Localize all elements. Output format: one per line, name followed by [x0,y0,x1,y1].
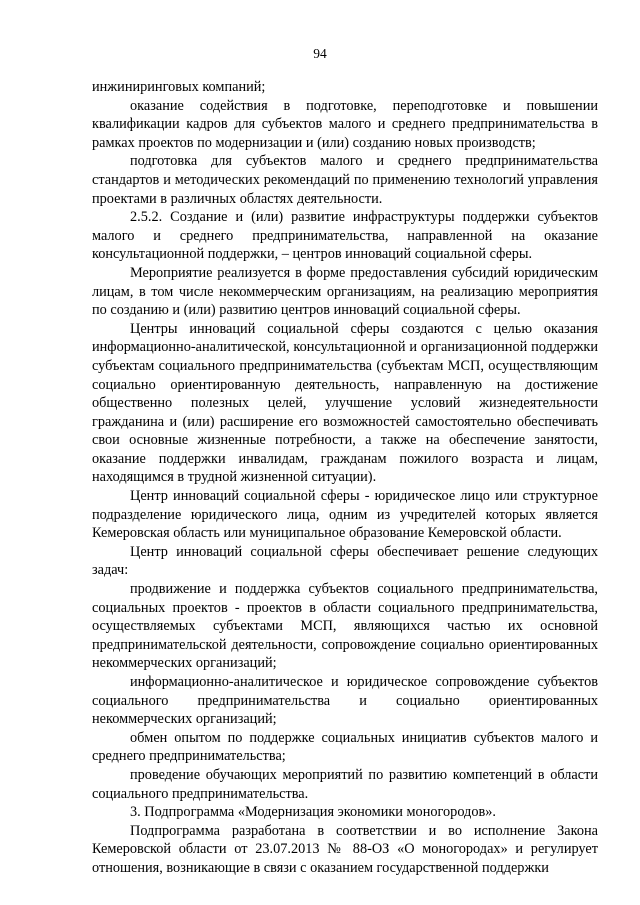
paragraph: подготовка для субъектов малого и среднего предпринимательства стандартов и методических рекомендаций по применению технологий управления проектами в различных областях деятельности. [92,153,598,207]
paragraph: Центр инноваций социальной сферы обеспечивает решение следующих задач: [92,543,598,579]
list-item: обмен опытом по поддержке социальных инициатив субъектов малого и среднего предпринимательства; [92,729,598,765]
document-body [92,78,598,878]
paragraph: инжиниринговых компаний; [92,79,266,95]
page-number: 94 [313,46,327,61]
list-item: продвижение и поддержка субъектов социального предпринимательства, социальных проектов - проектов в области социального предпринимательства, осуществляемых субъектами МСП, являющихся частью их основной предпринимательской деятельности, сопровождение социально ориентированных некоммерческих организаций; [92,581,598,672]
paragraph: Подпрограмма разработана в соответствии и во исполнение Закона Кемеровской области от 23.07.2013 № 88-ОЗ «О моногородах» и регулирует отношения, возникающие в связи с оказанием государственной поддержки [92,822,598,876]
section-heading-2-5-2: 2.5.2. Создание и (или) развитие инфраструктуры поддержки субъектов малого и среднего предпринимательства, направленной на оказание консультационной поддержки, – центров инноваций социальной сферы. [92,209,598,263]
list-item: проведение обучающих мероприятий по развитию компетенций в области социального предпринимательства. [92,766,598,802]
paragraph: Центр инноваций социальной сферы - юридическое лицо или структурное подразделение юридического лица, одним из учредителей которых является Кемеровская область или муниципальное образование Кемеровской области. [92,488,598,542]
section-heading-3: 3. Подпрограмма «Модернизация экономики моногородов». [130,804,496,821]
list-item: информационно-аналитическое и юридическое сопровождение субъектов социального предпринимательства и социально ориентированных некоммерческих организаций; [92,674,598,728]
paragraph: Мероприятие реализуется в форме предоставления субсидий юридическим лицам, в том числе некоммерческим организациям, на реализацию мероприятия по созданию и (или) развитию центров инноваций социальной сферы. [92,264,598,319]
paragraph: Центры инноваций социальной сферы создаются с целью оказания информационно-аналитической, консультационной и организационной поддержки субъектам социального предпринимательства (субъектам МСП, осуществляющим социально ориентированную деятельность, направленную на достижение общественно полезных целей, улучшение условий жизнедеятельности гражданина и (или) расширение его возможностей самостоятельно обеспечивать свои основные жизненные потребности, а также на обеспечение занятости, оказание поддержки инвалидам, гражданам пожилого возраста и лицам, находящимся в трудной жизненной ситуации). [92,320,598,486]
paragraph: оказание содействия в подготовке, переподготовке и повышении квалификации кадров для субъектов малого и среднего предпринимательства в рамках проектов по модернизации и (или) созданию новых производств; [92,97,598,151]
